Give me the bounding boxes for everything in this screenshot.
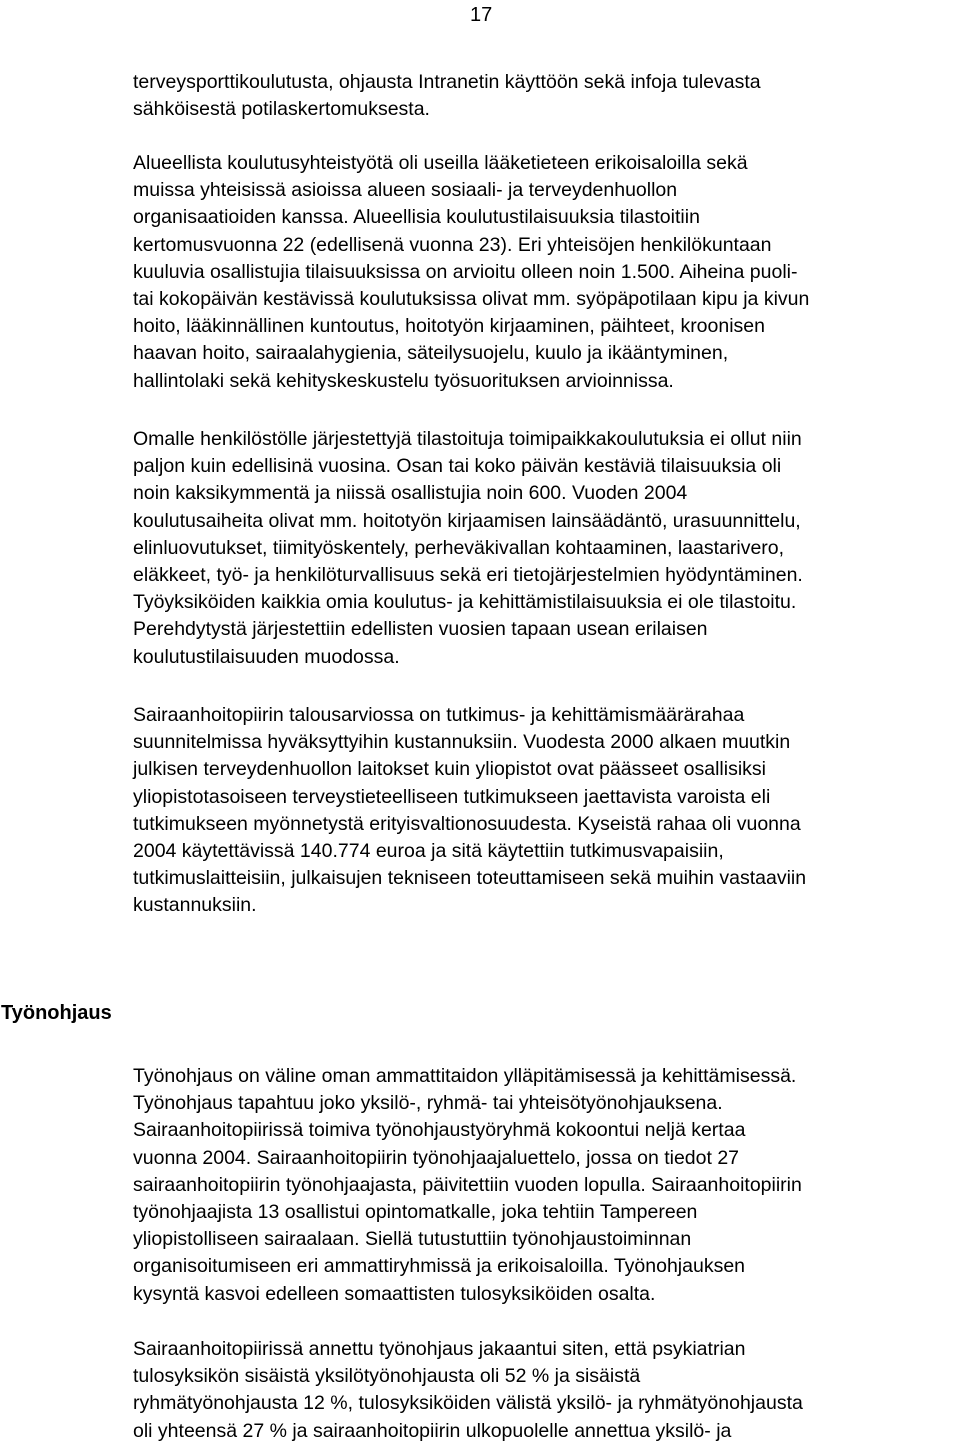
paragraph-staff-training: [133, 426, 957, 671]
text-line: Omalle henkilöstölle järjestettyjä tilastoituja toimipaikkakoulutuksia ei ollut niin: [133, 428, 802, 450]
text-line: kuuluvia osallistujia tilaisuuksissa on arvioitu olleen noin 1.500. Aiheina puoli-: [133, 260, 798, 283]
text-line: muissa yhteisissä asioissa alueen sosiaali- ja terveydenhuollon: [133, 179, 678, 202]
paragraph-supervision-distribution: [133, 1336, 957, 1445]
text-line: julkisen terveydenhuollon laitokset kuin yliopistot ovat päässeet osallisiksi: [133, 758, 767, 781]
text-line: koulutustilaisuuden muodossa.: [133, 645, 400, 668]
text-line: elinluovutukset, tiimityöskentely, perheväkivallan kohtaaminen, laastarivero,: [133, 536, 785, 559]
text-line: Työnohjaus tapahtuu joko yksilö-, ryhmä- tai yhteisötyönohjauksena.: [133, 1092, 723, 1115]
paragraph-research-funding: [133, 702, 957, 920]
page-number: 17: [470, 4, 493, 26]
text-line: oli yhteensä 27 % ja sairaanhoitopiirin ulkopuolelle annettua yksilö- ja: [133, 1419, 732, 1442]
text-line: organisoitumiseen eri ammattiryhmissä ja erikoisaloilla. Työnohjauksen: [133, 1255, 746, 1278]
text-line: Alueellista koulutusyhteistyötä oli useilla lääketieteen erikoisaloilla sekä: [133, 152, 748, 174]
text-line: Sairaanhoitopiirin talousarviossa on tutkimus- ja kehittämismäärärahaa: [133, 704, 745, 726]
text-line: vuonna 2004. Sairaanhoitopiirin työnohjaajaluettelo, jossa on tiedot 27: [133, 1146, 740, 1169]
text-line: sähköisestä potilaskertomuksesta.: [133, 98, 430, 121]
text-line: noin kaksikymmentä ja niissä osallistujia noin 600. Vuoden 2004: [133, 482, 688, 505]
text-line: suunnitelmissa hyväksyttyihin kustannuksiin. Vuodesta 2000 alkaen muutkin: [133, 731, 791, 754]
paragraph-regional-training: [133, 150, 957, 395]
text-line: tulosyksikön sisäistä yksilötyönohjausta oli 52 % ja sisäistä: [133, 1365, 641, 1388]
text-line: kustannuksiin.: [133, 894, 257, 917]
text-line: Työnohjaus on väline oman ammattitaidon ylläpitämisessä ja kehittämisessä.: [133, 1065, 797, 1087]
text-line: yliopistotasoiseen terveystieteelliseen tutkimukseen jaettavista varoista eli: [133, 785, 771, 808]
text-line: hallintolaki sekä kehityskeskustelu työsuorituksen arvioinnissa.: [133, 369, 674, 392]
text-line: Työyksiköiden kaikkia omia koulutus- ja kehittämistilaisuuksia ei ole tilastoitu.: [133, 591, 797, 614]
text-line: kysyntä kasvoi edelleen somaattisten tulosyksiköiden osalta.: [133, 1282, 656, 1305]
text-line: työnohjaajista 13 osallistui opintomatkalle, joka tehtiin Tampereen: [133, 1201, 698, 1224]
text-line: koulutusaiheita olivat mm. hoitotyön kirjaamisen lainsäädäntö, urasuunnittelu,: [133, 509, 801, 532]
text-line: hoito, lääkinnällinen kuntoutus, hoitotyön kirjaaminen, päihteet, kroonisen: [133, 315, 765, 338]
text-line: Sairaanhoitopiirissä annettu työnohjaus jakaantui siten, että psykiatrian: [133, 1338, 746, 1360]
text-line: paljon kuin edellisinä vuosina. Osan tai koko päivän kestäviä tilaisuuksia oli: [133, 455, 782, 478]
text-line: tutkimuslaitteisiin, julkaisujen tekniseen toteuttamiseen sekä muihin vastaaviin: [133, 867, 807, 890]
paragraph-supervision-intro: [133, 1063, 957, 1308]
text-line: tutkimukseen myönnetystä erityisvaltionosuudesta. Kyseistä rahaa oli vuonna: [133, 812, 801, 835]
text-line: haavan hoito, sairaalahygienia, säteilysuojelu, kuulo ja ikääntyminen,: [133, 342, 729, 365]
text-line: sairaanhoitopiirin työnohjaajasta, päivitettiin vuoden lopulla. Sairaanhoitopiirin: [133, 1173, 802, 1196]
section-heading: Työnohjaus: [1, 1002, 112, 1024]
text-line: ryhmätyönohjausta 12 %, tulosyksiköiden välistä yksilö- ja ryhmätyönohjausta: [133, 1392, 803, 1415]
text-line: yliopistolliseen sairaalaan. Siellä tutustuttiin työnohjaustoiminnan: [133, 1228, 692, 1251]
text-line: 2004 käytettävissä 140.774 euroa ja sitä käytettiin tutkimusvapaisiin,: [133, 840, 724, 863]
text-line: kertomusvuonna 22 (edellisenä vuonna 23). Eri yhteisöjen henkilökuntaan: [133, 233, 772, 256]
text-line: Sairaanhoitopiirissä toimiva työnohjaustyöryhmä kokoontui neljä kertaa: [133, 1119, 746, 1142]
text-line: organisaatioiden kanssa. Alueellisia koulutustilaisuuksia tilastoitiin: [133, 206, 700, 229]
text-line: tai kokopäivän kestävissä koulutuksissa olivat mm. syöpäpotilaan kipu ja kivun: [133, 288, 810, 311]
text-line: eläkkeet, työ- ja henkilöturvallisuus sekä eri tietojärjestelmien hyödyntäminen.: [133, 564, 803, 587]
paragraph-intranet-info: [133, 69, 957, 123]
text-line: terveysporttikoulutusta, ohjausta Intranetin käyttöön sekä infoja tulevasta: [133, 71, 761, 93]
text-line: Perehdytystä järjestettiin edellisten vuosien tapaan usean erilaisen: [133, 618, 708, 641]
